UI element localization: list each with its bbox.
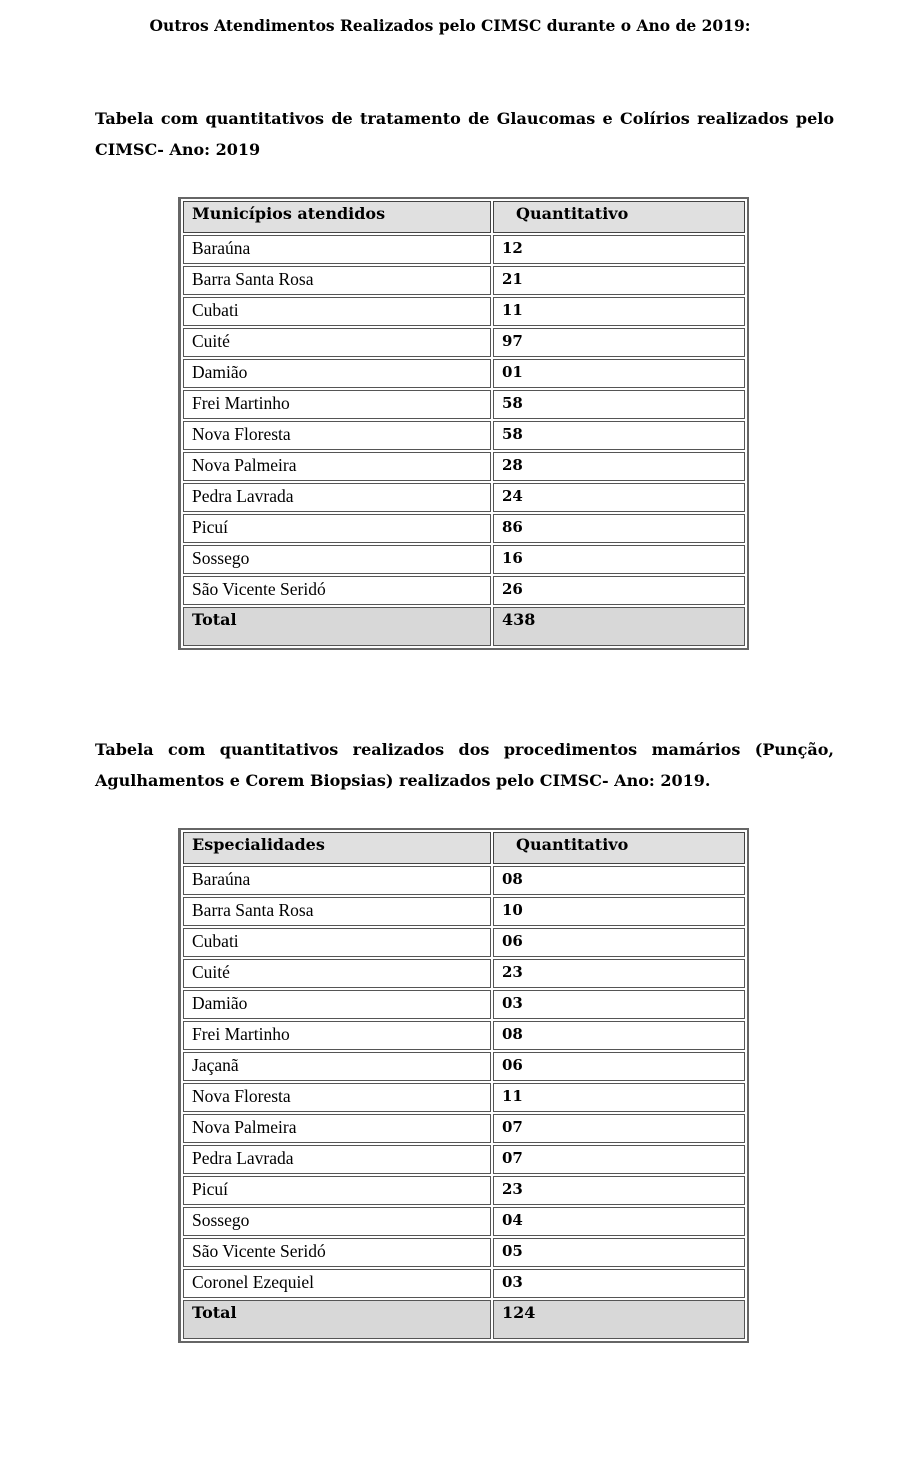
- municipality-cell: Cubati: [183, 297, 491, 326]
- municipality-cell: Nova Palmeira: [183, 1114, 491, 1143]
- table-row: [183, 235, 745, 264]
- municipality-cell: Cubati: [183, 928, 491, 957]
- header-cell: Municípios atendidos: [183, 201, 491, 233]
- quantity-cell: 11: [493, 297, 745, 326]
- municipality-cell: Picuí: [183, 1176, 491, 1205]
- table-row: [183, 545, 745, 574]
- total-label: Total: [183, 607, 491, 646]
- table-row: [183, 483, 745, 512]
- quantity-cell: 10: [493, 897, 745, 926]
- quantity-cell: 12: [493, 235, 745, 264]
- municipality-cell: Nova Floresta: [183, 1083, 491, 1112]
- table-row: [183, 959, 745, 988]
- table-header-row: [183, 201, 745, 233]
- table-row: [183, 1176, 745, 1205]
- total-row: [183, 1300, 745, 1339]
- table-row: [183, 1238, 745, 1267]
- quantity-cell: 23: [493, 1176, 745, 1205]
- quantity-cell: 06: [493, 1052, 745, 1081]
- quantity-cell: 07: [493, 1145, 745, 1174]
- quantity-cell: 97: [493, 328, 745, 357]
- table-row: [183, 452, 745, 481]
- quantity-cell: 03: [493, 990, 745, 1019]
- table-row: [183, 990, 745, 1019]
- table-row: [183, 1021, 745, 1050]
- table2-caption: Tabela com quantitativos realizados dos procedimentos mamários (Punção, Agulhamentos e Corem Biopsias) realizados pelo CIMSC- Ano: 2019.: [95, 740, 834, 790]
- quantity-cell: 05: [493, 1238, 745, 1267]
- quantity-cell: 04: [493, 1207, 745, 1236]
- glaucoma-table: [178, 197, 749, 650]
- municipality-cell: Nova Floresta: [183, 421, 491, 450]
- quantity-cell: 06: [493, 928, 745, 957]
- municipality-cell: Jaçanã: [183, 1052, 491, 1081]
- header-cell: Quantitativo: [493, 201, 745, 233]
- quantity-cell: 26: [493, 576, 745, 605]
- quantity-cell: 58: [493, 421, 745, 450]
- table-row: [183, 359, 745, 388]
- table-row: [183, 1207, 745, 1236]
- municipality-cell: Sossego: [183, 545, 491, 574]
- municipality-cell: Pedra Lavrada: [183, 1145, 491, 1174]
- municipality-cell: Picuí: [183, 514, 491, 543]
- mammary-procedures-table: [178, 828, 749, 1343]
- municipality-cell: Cuité: [183, 959, 491, 988]
- table-row: [183, 1114, 745, 1143]
- quantity-cell: 86: [493, 514, 745, 543]
- municipality-cell: Frei Martinho: [183, 1021, 491, 1050]
- municipality-cell: Frei Martinho: [183, 390, 491, 419]
- quantity-cell: 58: [493, 390, 745, 419]
- municipality-cell: Damião: [183, 359, 491, 388]
- quantity-cell: 23: [493, 959, 745, 988]
- quantity-cell: 21: [493, 266, 745, 295]
- quantity-cell: 03: [493, 1269, 745, 1298]
- total-value: 124: [493, 1300, 745, 1339]
- municipality-cell: Baraúna: [183, 235, 491, 264]
- table-row: [183, 866, 745, 895]
- table-row: [183, 1269, 745, 1298]
- table-row: [183, 421, 745, 450]
- table-row: [183, 576, 745, 605]
- table-row: [183, 328, 745, 357]
- municipality-cell: Pedra Lavrada: [183, 483, 491, 512]
- table-row: [183, 1083, 745, 1112]
- quantity-cell: 07: [493, 1114, 745, 1143]
- table-row: [183, 897, 745, 926]
- municipality-cell: Barra Santa Rosa: [183, 897, 491, 926]
- municipality-cell: São Vicente Seridó: [183, 1238, 491, 1267]
- page-title: Outros Atendimentos Realizados pelo CIMSC durante o Ano de 2019:: [149, 16, 751, 35]
- table-row: [183, 514, 745, 543]
- municipality-cell: Nova Palmeira: [183, 452, 491, 481]
- municipality-cell: Sossego: [183, 1207, 491, 1236]
- quantity-cell: 11: [493, 1083, 745, 1112]
- table-row: [183, 1145, 745, 1174]
- table1-caption: Tabela com quantitativos de tratamento de Glaucomas e Colírios realizados pelo CIMSC- Ano: 2019: [95, 109, 834, 159]
- table-row: [183, 297, 745, 326]
- quantity-cell: 08: [493, 866, 745, 895]
- header-cell: Quantitativo: [493, 832, 745, 864]
- table-row: [183, 266, 745, 295]
- table-header-row: [183, 832, 745, 864]
- header-cell: Especialidades: [183, 832, 491, 864]
- municipality-cell: Damião: [183, 990, 491, 1019]
- quantity-cell: 28: [493, 452, 745, 481]
- municipality-cell: Coronel Ezequiel: [183, 1269, 491, 1298]
- municipality-cell: São Vicente Seridó: [183, 576, 491, 605]
- quantity-cell: 24: [493, 483, 745, 512]
- total-value: 438: [493, 607, 745, 646]
- total-row: [183, 607, 745, 646]
- quantity-cell: 08: [493, 1021, 745, 1050]
- municipality-cell: Cuité: [183, 328, 491, 357]
- quantity-cell: 16: [493, 545, 745, 574]
- municipality-cell: Barra Santa Rosa: [183, 266, 491, 295]
- table-row: [183, 928, 745, 957]
- quantity-cell: 01: [493, 359, 745, 388]
- municipality-cell: Baraúna: [183, 866, 491, 895]
- table-row: [183, 1052, 745, 1081]
- total-label: Total: [183, 1300, 491, 1339]
- table-row: [183, 390, 745, 419]
